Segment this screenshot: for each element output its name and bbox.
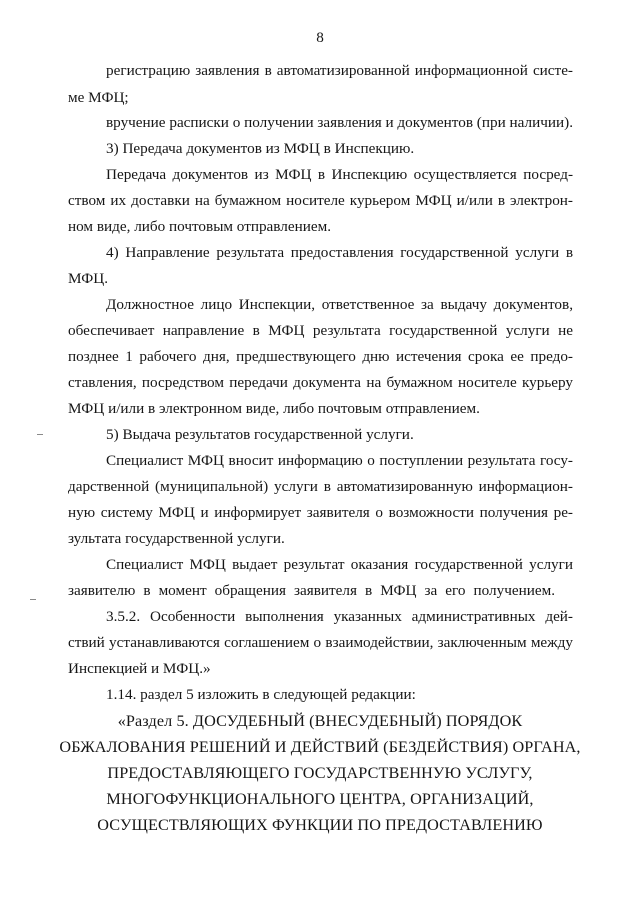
text-line: 5) Выдача результатов государственной услуги.: [106, 426, 414, 443]
text-line: ном виде, либо почтовым отправлением.: [68, 218, 331, 235]
text-line: ствий устанавливаются соглашением о взаимодействии, заключенным между: [68, 634, 573, 651]
text-line: регистрацию заявления в автоматизированной информационной систе-: [106, 62, 573, 79]
text-line: заявителю в момент обращения заявителя в МФЦ за его получением.: [68, 582, 555, 599]
text-line: МФЦ и/или в электронном виде, либо почтовым отправлением.: [68, 400, 480, 417]
text-line: ставления, посредством передачи документа на бумажном носителе курьеру: [68, 374, 573, 391]
section-heading-line: «Раздел 5. ДОСУДЕБНЫЙ (ВНЕСУДЕБНЫЙ) ПОРЯДОК: [117, 712, 523, 730]
scan-mark: [37, 434, 43, 435]
text-line: ством их доставки на бумажном носителе курьером МФЦ и/или в электрон-: [68, 192, 573, 209]
section-heading-line: ПРЕДОСТАВЛЯЮЩЕГО ГОСУДАРСТВЕННУЮ УСЛУГУ,: [107, 764, 533, 782]
text-line: Специалист МФЦ вносит информацию о поступлении результата госу-: [106, 452, 573, 469]
text-line: обеспечивает направление в МФЦ результата государственной услуги не: [68, 322, 573, 339]
text-line: дарственной (муниципальной) услуги в автоматизированную информацион-: [68, 478, 573, 495]
text-line: 3) Передача документов из МФЦ в Инспекцию.: [106, 140, 415, 157]
text-line: 4) Направление результата предоставления государственной услуги в: [106, 244, 573, 261]
text-line: ную систему МФЦ и информирует заявителя о возможности получения ре-: [68, 504, 573, 521]
text-line: Должностное лицо Инспекции, ответственное за выдачу документов,: [106, 296, 573, 313]
text-line: Передача документов из МФЦ в Инспекцию осуществляется посред-: [106, 166, 573, 183]
page-number: 8: [316, 29, 324, 46]
scan-mark: [30, 599, 36, 600]
text-line: позднее 1 рабочего дня, предшествующего дню истечения срока ее предо-: [68, 348, 573, 365]
text-line: Специалист МФЦ выдает результат оказания государственной услуги: [106, 556, 573, 573]
text-line: ме МФЦ;: [68, 89, 129, 106]
section-heading-line: МНОГОФУНКЦИОНАЛЬНОГО ЦЕНТРА, ОРГАНИЗАЦИЙ,: [106, 790, 534, 808]
text-line: вручение расписки о получении заявления и документов (при наличии).: [106, 114, 573, 131]
text-line: Инспекцией и МФЦ.»: [68, 660, 211, 677]
text-line: зультата государственной услуги.: [68, 530, 285, 547]
section-heading-line: ОСУЩЕСТВЛЯЮЩИХ ФУНКЦИИ ПО ПРЕДОСТАВЛЕНИЮ: [97, 816, 543, 834]
text-line: 1.14. раздел 5 изложить в следующей редакции:: [106, 686, 416, 703]
text-line: 3.5.2. Особенности выполнения указанных административных дей-: [106, 608, 573, 625]
text-line: МФЦ.: [68, 270, 109, 287]
section-heading-line: ОБЖАЛОВАНИЯ РЕШЕНИЙ И ДЕЙСТВИЙ (БЕЗДЕЙСТВИЯ) ОРГАНА,: [59, 738, 581, 756]
